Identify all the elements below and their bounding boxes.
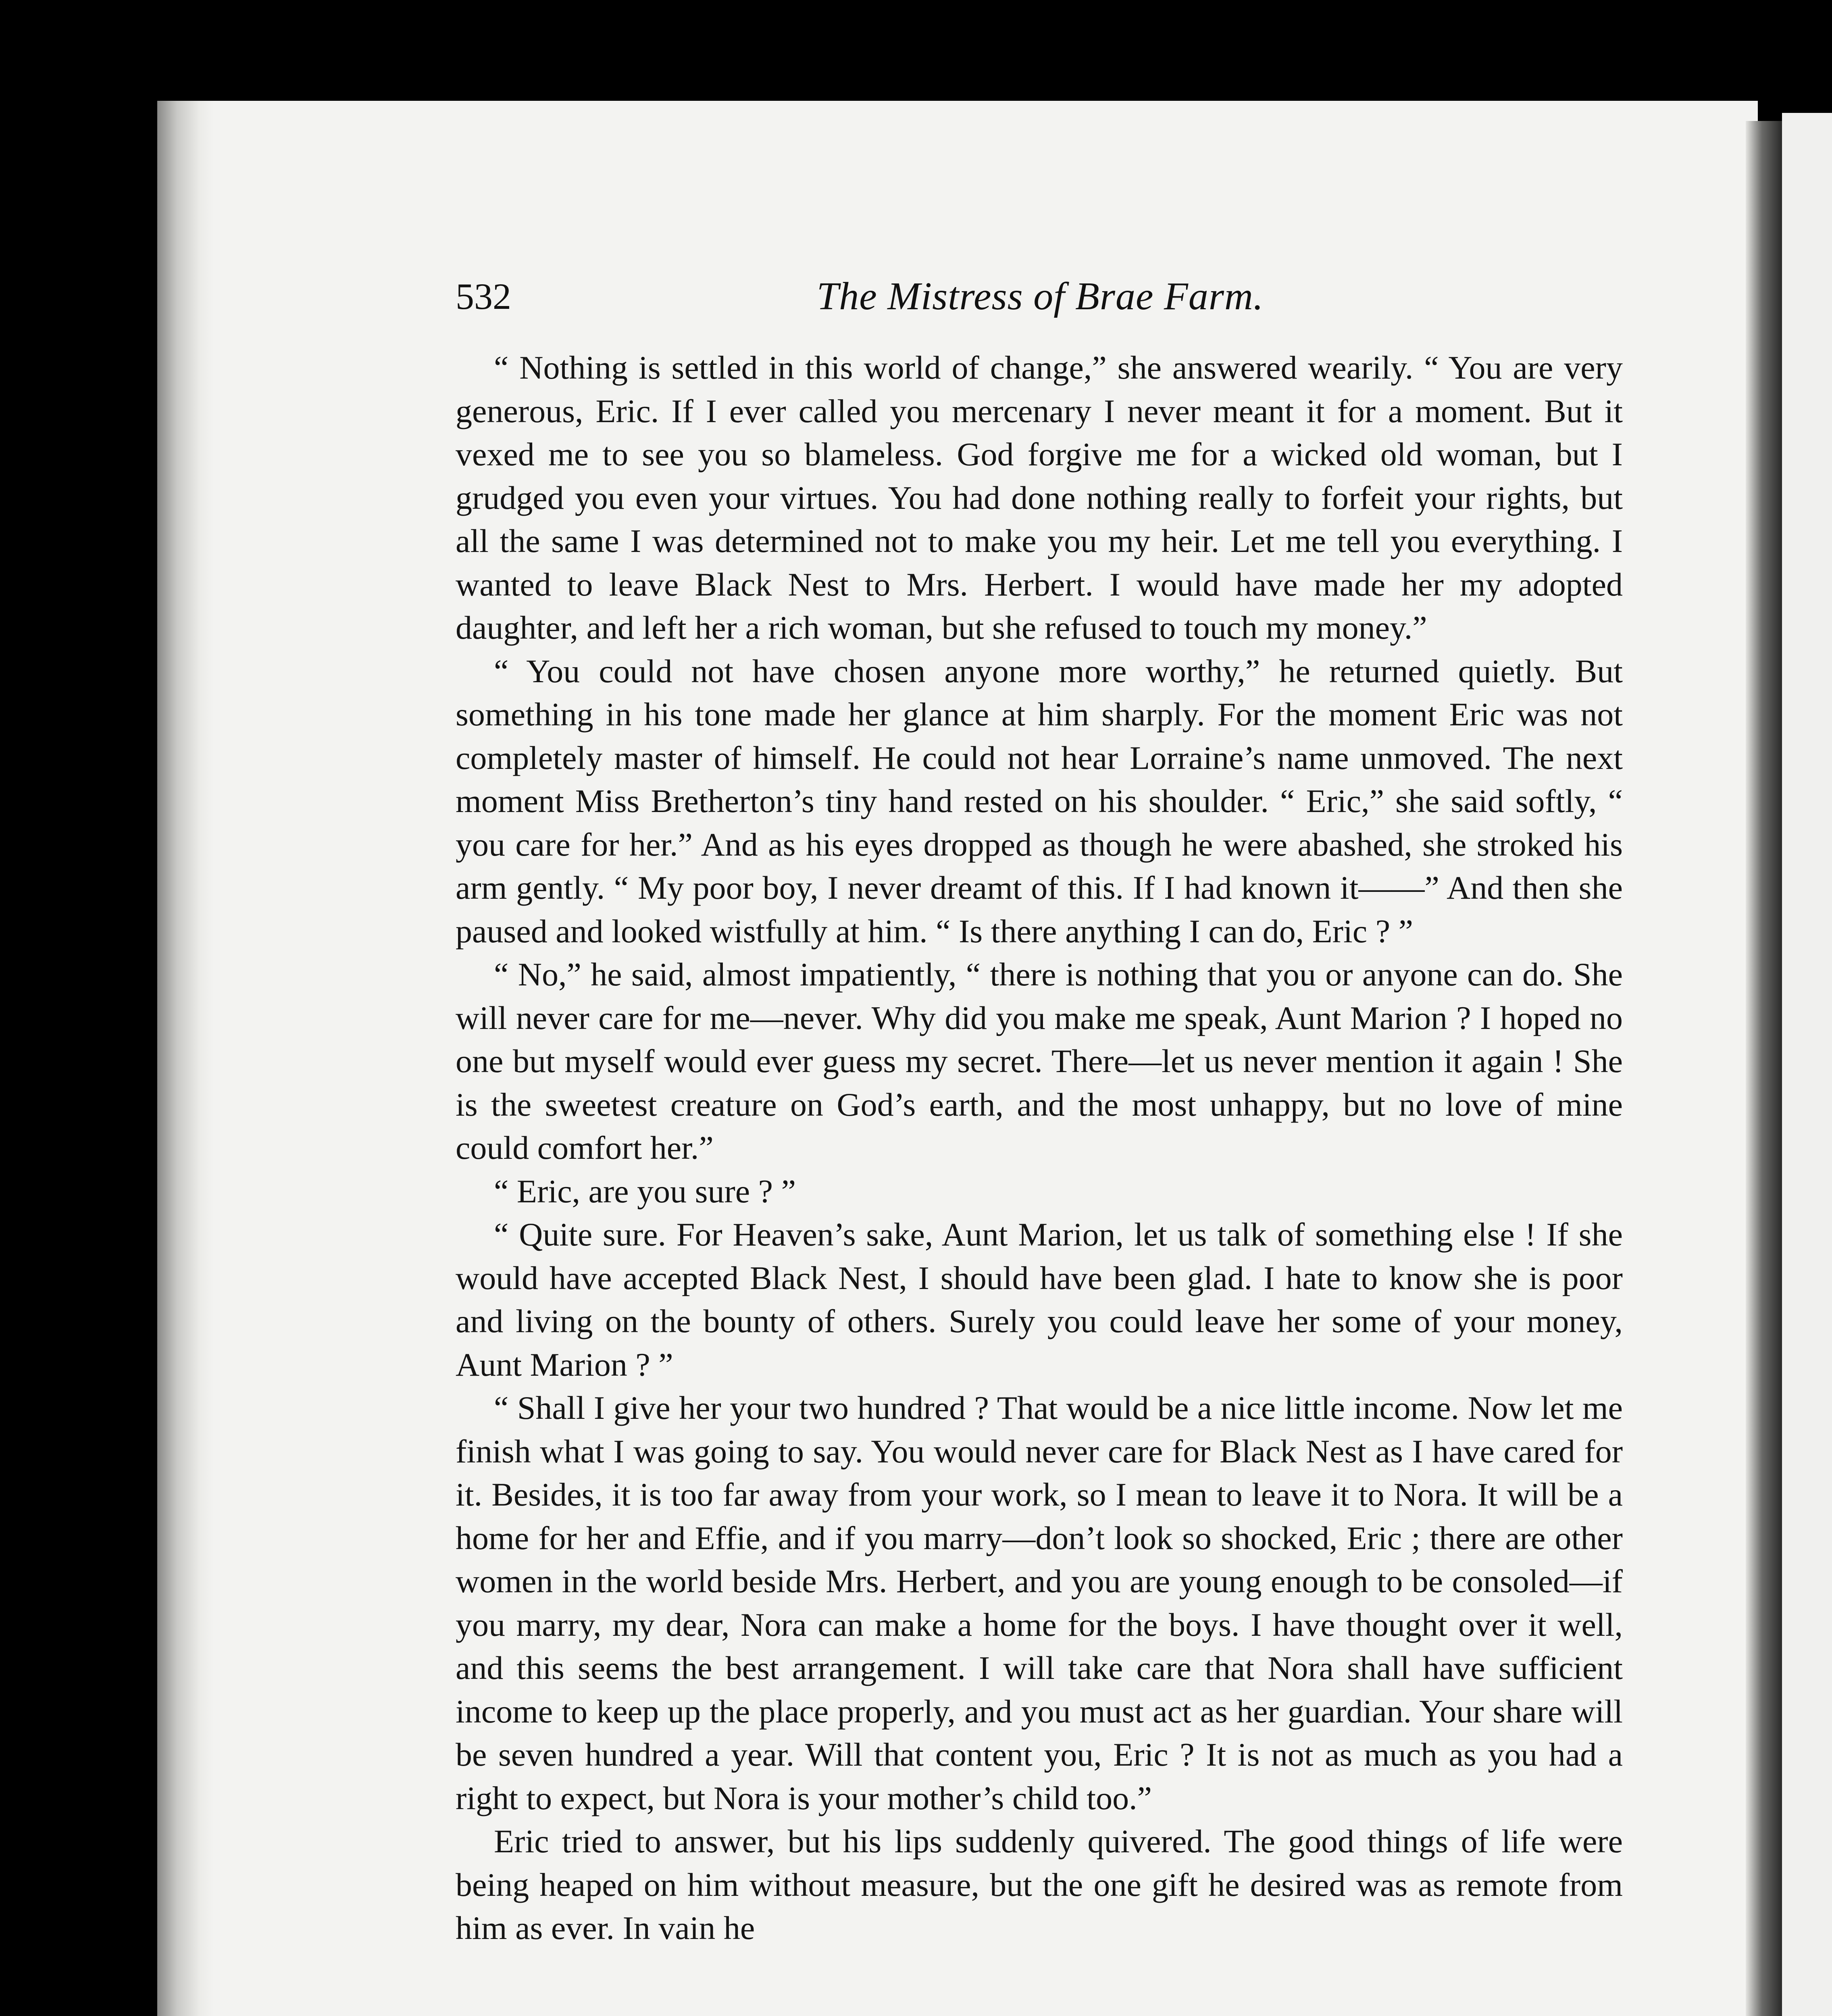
- paragraph: “ Eric, are you sure ? ”: [494, 1173, 796, 1210]
- paragraph: “ Nothing is settled in this world of change,” she answered wearily. “ You are very generous, Eric. If I ever called you mercenary I never meant it for a moment. But it vexed me to see you so blameless. God forgive me for a wicked old woman, but I grudged you even your virtues. You had done nothing really to forfeit your rights, but all the same I was determined not to make you my heir. Let me tell you everything. I wanted to leave Black Nest to Mrs. Herbert. I would have made her my adopted daughter, and left her a rich woman, but she refused to touch my money.”: [456, 349, 1623, 646]
- paragraph: Eric tried to answer, but his lips suddenly quivered. The good things of life were being heaped on him without measure, but the one gift he desired was as remote from him as ever. In vain he: [456, 1823, 1623, 1946]
- body-text: [456, 346, 1623, 1950]
- next-page-edge: [1782, 113, 1832, 2016]
- page-gutter-shadow: [157, 101, 214, 2016]
- running-title: The Mistress of Brae Farm.: [816, 275, 1264, 318]
- page-number: 532: [456, 276, 511, 317]
- paragraph: “ Shall I give her your two hundred ? That would be a nice little income. Now let me finish what I was going to say. You would never care for Black Nest as I have cared for it. Besides, it is too far away from your work, so I mean to leave it to Nora. It will be a home for her and Effie, and if you marry—don’t look so shocked, Eric ; there are other women in the world beside Mrs. Herbert, and you are young enough to be consoled—if you marry, my dear, Nora can make a home for the boys. I have thought over it well, and this seems the best arrangement. I will take care that Nora shall have sufficient income to keep up the place properly, and you must act as her guardian. Your share will be seven hundred a year. Will that content you, Eric ? It is not as much as you had a right to expect, but Nora is your mother’s child too.”: [456, 1389, 1623, 1816]
- paragraph: “ Quite sure. For Heaven’s sake, Aunt Marion, let us talk of something else ! If she would have accepted Black Nest, I should have been glad. I hate to know she is poor and living on the bounty of others. Surely you could leave her some of your money, Aunt Marion ? ”: [456, 1216, 1623, 1383]
- page-edge-shadow: [1746, 121, 1782, 2016]
- paragraph: “ No,” he said, almost impatiently, “ there is nothing that you or anyone can do. She will never care for me—never. Why did you make me speak, Aunt Marion ? I hoped no one but myself would ever guess my secret. There—let us never mention it again ! She is the sweetest creature on God’s earth, and the most unhappy, but no love of mine could comfort her.”: [456, 956, 1623, 1166]
- page-header: [456, 266, 1625, 327]
- paragraph: “ You could not have chosen anyone more worthy,” he returned quietly. But something in his tone made her glance at him sharply. For the moment Eric was not completely master of himself. He could not hear Lorraine’s name unmoved. The next moment Miss Bretherton’s tiny hand rested on his shoulder. “ Eric,” she said softly, “ you care for her.” And as his eyes dropped as though he were abashed, she stroked his arm gently. “ My poor boy, I never dreamt of this. If I had known it——” And then she paused and looked wistfully at him. “ Is there anything I can do, Eric ? ”: [456, 652, 1623, 950]
